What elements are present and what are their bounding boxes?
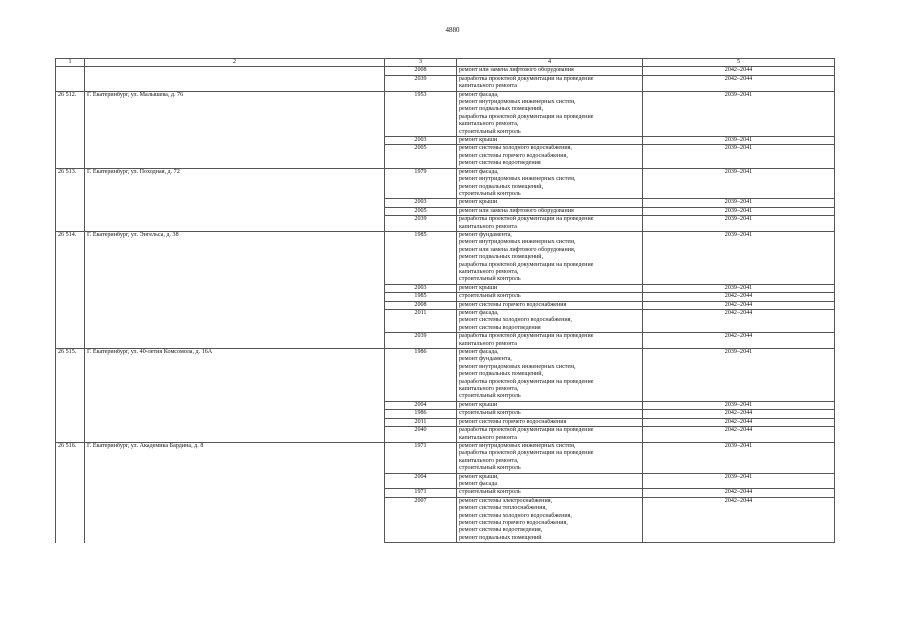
work-item: ремонт системы холодного водоснабжения, [459, 317, 572, 324]
work-list [457, 497, 643, 542]
column-header: 3 [385, 59, 457, 67]
building-number: 26 516. [56, 442, 85, 542]
building-address: Г. Екатеринбург, ул. Академика Бардина, д. 8 [85, 442, 385, 542]
work-item: разработка проектной документации на проведение [459, 261, 594, 268]
work-list [457, 145, 643, 168]
work-item: ремонт внутридомовых инженерных систем, [459, 442, 576, 449]
period-cell: 2039–2041 [643, 145, 835, 168]
work-item: ремонт подвальных помещений, [459, 183, 544, 190]
column-header: 4 [457, 59, 643, 67]
work-item: капитального ремонта, [459, 457, 519, 464]
work-list [457, 137, 643, 145]
repair-schedule-table [55, 58, 835, 543]
work-list [457, 410, 643, 418]
period-cell: 2042–2044 [643, 293, 835, 301]
work-list [457, 349, 643, 402]
work-item: ремонт подвальных помещений [459, 534, 542, 541]
work-item: ремонт внутридомовых инженерных систем, [459, 176, 576, 183]
year-cell: 1986 [385, 349, 457, 402]
work-item: ремонт системы водоотведения [459, 160, 541, 167]
work-item: строительный контроль [459, 293, 521, 300]
work-item: строительный контроль [459, 128, 521, 135]
period-cell: 2039–2041 [643, 442, 835, 473]
period-cell: 2039–2041 [643, 91, 835, 136]
column-header: 1 [56, 59, 85, 67]
work-item: ремонт внутридомовых инженерных систем, [459, 239, 576, 246]
year-cell: 1986 [385, 410, 457, 418]
table-row [56, 442, 835, 473]
year-cell: 2039 [385, 216, 457, 232]
work-item: ремонт подвальных помещений, [459, 254, 544, 261]
work-item: строительный контроль [459, 410, 521, 417]
year-cell: 2039 [385, 333, 457, 349]
year-cell: 2008 [385, 301, 457, 309]
work-item: строительный контроль [459, 276, 521, 283]
year-cell: 2039 [385, 75, 457, 91]
work-item: разработка проектной документации на проведение [459, 450, 594, 457]
period-cell: 2039–2041 [643, 284, 835, 292]
work-list [457, 75, 643, 91]
column-header: 5 [643, 59, 835, 67]
year-cell: 1979 [385, 168, 457, 199]
building-address: Г. Екатеринбург, ул. 40-летия Комсомола, д. 16А [85, 349, 385, 443]
work-list [457, 293, 643, 301]
table-row [56, 168, 835, 199]
work-item: ремонт подвальных помещений, [459, 371, 544, 378]
year-cell: 1985 [385, 293, 457, 301]
year-cell: 2011 [385, 310, 457, 333]
work-item: разработка проектной документации на проведение [459, 378, 594, 385]
work-item: строительный контроль [459, 190, 521, 197]
year-cell: 2003 [385, 199, 457, 207]
work-list [457, 216, 643, 232]
work-list [457, 473, 643, 489]
table-header-row [56, 59, 835, 67]
work-list [457, 489, 643, 497]
work-list [457, 207, 643, 215]
year-cell: 2004 [385, 473, 457, 489]
building-address: Г. Екатеринбург, ул. Малышева, д. 76 [85, 91, 385, 168]
year-cell: 2004 [385, 401, 457, 409]
work-item: капитального ремонта [459, 340, 517, 347]
table-row [56, 67, 835, 75]
work-list [457, 231, 643, 284]
page-number: 4880 [445, 26, 460, 34]
period-cell: 2039–2041 [643, 199, 835, 207]
work-item: ремонт фундамента, [459, 356, 512, 363]
period-cell: 2039–2041 [643, 137, 835, 145]
empty-cell [85, 67, 385, 75]
period-cell: 2039–2041 [643, 168, 835, 199]
work-item: ремонт системы водоотведения [459, 324, 541, 331]
work-item: ремонт крыши, [459, 473, 499, 480]
work-item: капитального ремонта [459, 83, 517, 90]
work-item: разработка проектной документации на проведение [459, 333, 594, 340]
year-cell: 2011 [385, 418, 457, 426]
work-item: ремонт системы горячего водоснабжения, [459, 152, 568, 159]
work-list [457, 67, 643, 75]
work-item: разработка проектной документации на проведение [459, 427, 594, 434]
work-item: капитального ремонта, [459, 121, 519, 128]
work-item: ремонт системы холодного водоснабжения, [459, 145, 572, 152]
work-item: ремонт подвальных помещений, [459, 106, 544, 113]
year-cell: 1971 [385, 442, 457, 473]
work-item: капитального ремонта [459, 434, 517, 441]
work-item: строительный контроль [459, 393, 521, 400]
period-cell: 2042–2044 [643, 301, 835, 309]
period-cell: 2042–2044 [643, 489, 835, 497]
period-cell: 2039–2041 [643, 231, 835, 284]
table-row [56, 231, 835, 284]
work-item: капитального ремонта, [459, 268, 519, 275]
period-cell: 2042–2044 [643, 67, 835, 75]
period-cell: 2039–2041 [643, 401, 835, 409]
work-list [457, 418, 643, 426]
period-cell: 2042–2044 [643, 410, 835, 418]
building-number: 26 514. [56, 231, 85, 348]
table-row [56, 349, 835, 402]
work-list [457, 284, 643, 292]
work-item: ремонт или замена лифтового оборудования [459, 207, 574, 214]
period-cell: 2042–2044 [643, 427, 835, 443]
year-cell: 2008 [385, 67, 457, 75]
work-list [457, 427, 643, 443]
work-item: ремонт фасада, [459, 310, 499, 316]
year-cell: 1985 [385, 231, 457, 284]
work-item: ремонт или замена лифтового оборудования, [459, 246, 576, 253]
work-list [457, 168, 643, 199]
work-item: ремонт крыши [459, 199, 498, 206]
work-list [457, 301, 643, 309]
work-item: ремонт крыши [459, 284, 498, 291]
work-item: ремонт крыши [459, 401, 498, 408]
year-cell: 2005 [385, 145, 457, 168]
period-cell: 2039–2041 [643, 349, 835, 402]
table-row [56, 91, 835, 136]
work-item: ремонт внутридомовых инженерных систем, [459, 363, 576, 370]
work-list [457, 333, 643, 349]
period-cell: 2042–2044 [643, 333, 835, 349]
work-item: ремонт системы горячего водоснабжения [459, 301, 567, 308]
year-cell: 2040 [385, 427, 457, 443]
work-item: ремонт или замена лифтового оборудования [459, 67, 574, 74]
work-item: ремонт фасада, [459, 91, 499, 98]
work-list [457, 91, 643, 136]
period-cell: 2039–2041 [643, 216, 835, 232]
work-list [457, 199, 643, 207]
column-header: 2 [85, 59, 385, 67]
work-item: разработка проектной документации на проведение [459, 113, 594, 120]
empty-cell [56, 75, 85, 91]
work-item: ремонт внутридомовых инженерных систем, [459, 99, 576, 106]
work-item: ремонт системы горячего водоснабжения, [459, 519, 568, 526]
work-item: ремонт системы водоотведения, [459, 527, 543, 534]
work-item: ремонт системы теплоснабжения, [459, 505, 547, 512]
work-item: ремонт крыши [459, 137, 498, 144]
building-number: 26 513. [56, 168, 85, 231]
work-item: ремонт фундамента, [459, 231, 512, 238]
work-list [457, 442, 643, 473]
year-cell: 1971 [385, 489, 457, 497]
year-cell: 2003 [385, 137, 457, 145]
year-cell: 2007 [385, 497, 457, 542]
empty-cell [56, 67, 85, 75]
work-item: ремонт системы горячего водоснабжения [459, 418, 567, 425]
building-address: Г. Екатеринбург, ул. Энгельса, д. 38 [85, 231, 385, 348]
work-item: капитального ремонта, [459, 386, 519, 393]
work-item: разработка проектной документации на проведение [459, 216, 594, 223]
period-cell: 2042–2044 [643, 418, 835, 426]
empty-cell [85, 75, 385, 91]
period-cell: 2039–2041 [643, 473, 835, 489]
period-cell: 2042–2044 [643, 497, 835, 542]
work-list [457, 310, 643, 333]
building-number: 26 515. [56, 349, 85, 443]
period-cell: 2042–2044 [643, 310, 835, 333]
work-item: разработка проектной документации на проведение [459, 75, 594, 82]
period-cell: 2039–2041 [643, 207, 835, 215]
work-item: строительный контроль [459, 489, 521, 496]
work-item: ремонт системы холодного водоснабжения, [459, 512, 572, 519]
year-cell: 1953 [385, 91, 457, 136]
year-cell: 2005 [385, 207, 457, 215]
year-cell: 2003 [385, 284, 457, 292]
period-cell: 2042–2044 [643, 75, 835, 91]
work-item: ремонт фасада, [459, 349, 499, 356]
table-row [56, 75, 835, 91]
work-list [457, 401, 643, 409]
work-item: ремонт фасада [459, 480, 498, 487]
work-item: строительный контроль [459, 465, 521, 472]
work-item: ремонт системы электроснабжения, [459, 497, 553, 504]
building-address: Г. Екатеринбург, ул. Походная, д. 72 [85, 168, 385, 231]
building-number: 26 512. [56, 91, 85, 168]
work-item: ремонт фасада, [459, 168, 499, 175]
work-item: капитального ремонта [459, 223, 517, 230]
